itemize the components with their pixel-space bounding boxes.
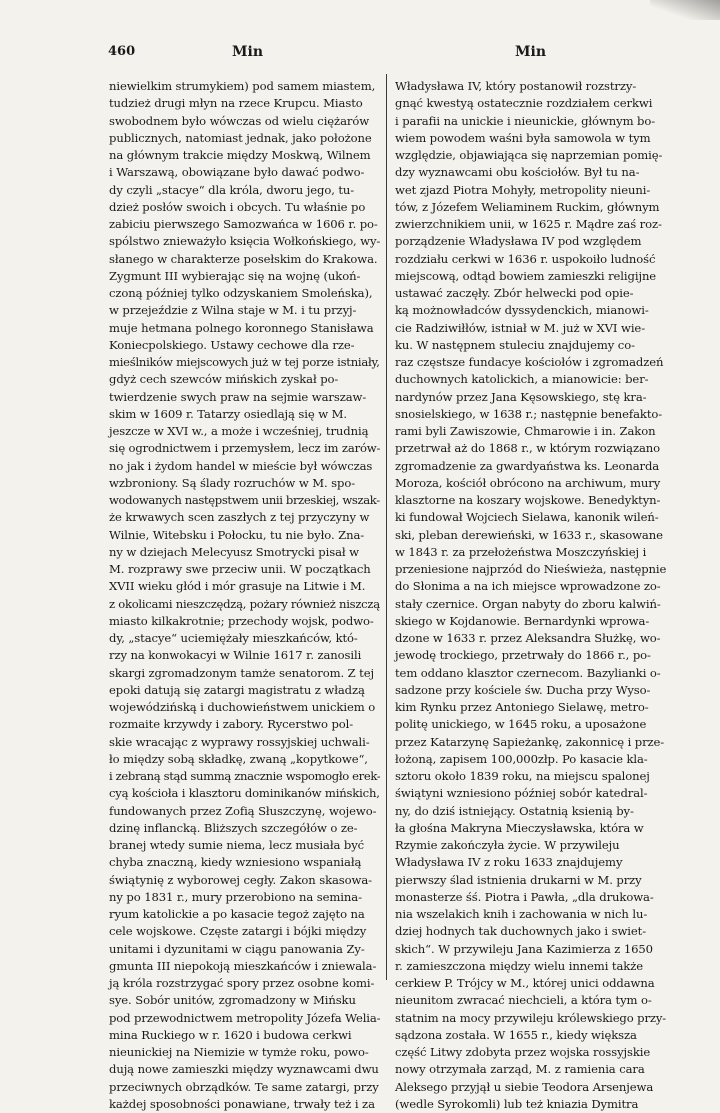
- text-line: w 1843 r. za przełożeństwa Moszczyńskiej i: [395, 544, 647, 559]
- text-line: chyba znaczną, kiedy wzniesiono wspaniałą: [109, 855, 362, 870]
- text-line: miejscową, odtąd bowiem zamieszki religijne: [395, 268, 657, 283]
- text-line: snosielskiego, w 1638 r.; następnie benefakto-: [395, 406, 663, 421]
- text-line: tem oddano klasztor czernecom. Bazylianki o-: [395, 665, 661, 680]
- text-line: mieślników miejscowych już w tej porze istniały,: [109, 355, 380, 369]
- text-line: monasterze śś. Piotra i Pawła, „dla drukowa-: [395, 889, 654, 904]
- text-line: zabiciu pierwszego Samozwańca w 1606 r. po-: [109, 217, 378, 231]
- text-line: rami byli Zawiszowie, Chmarowie i in. Zakon: [395, 424, 656, 438]
- text-line: sztoru około 1839 roku, na miejscu spalonej: [395, 769, 650, 783]
- text-line: dzone w 1633 r. przez Aleksandra Służkę, wo-: [395, 631, 661, 645]
- text-line: skich“. W przywileju Jana Kazimierza z 1650: [395, 941, 653, 956]
- text-line: wet zjazd Piotra Mohyły, metropolity nieuni-: [395, 182, 651, 197]
- text-line: się ogrodnictwem i przemysłem, lecz im zarów-: [109, 441, 381, 456]
- text-line: nowy otrzymała zarząd, M. z ramienia cara: [395, 1062, 645, 1077]
- text-line: przeciwnych obrządków. Te same zatargi, przy: [109, 1079, 379, 1094]
- text-line: publicznych, natomiast jednak, jako położone: [109, 130, 372, 145]
- text-line: ku. W następnem stuleciu znajdujemy co-: [395, 337, 635, 352]
- text-line: przetrwał aż do 1868 r., w którym rozwiązano: [395, 441, 661, 456]
- text-line: dzinę inflancką. Bliższych szczegółów o ze-: [109, 820, 358, 835]
- text-line: XVII wieku głód i mór grasuje na Litwie i M.: [109, 579, 366, 594]
- text-line: czoną później tylko odzyskaniem Smoleńska),: [109, 286, 373, 300]
- text-line: ją króla rozstrzygać spory przez osobne komi-: [109, 976, 375, 990]
- text-line: swobodnem było wówczas od wielu ciężarów: [109, 113, 370, 128]
- text-line: świątynię z wyborowej cegły. Zakon skasowa-: [109, 872, 372, 887]
- text-line: ła głośna Makryna Mieczysławska, która w: [395, 820, 644, 835]
- text-line: Rzymie zakończyła życie. W przywileju: [395, 838, 620, 852]
- text-line: dzież posłów swoich i obcych. Tu właśnie po: [109, 199, 366, 214]
- text-line: dują nowe zamieszki między wyznawcami dwu: [109, 1062, 379, 1077]
- text-line: dzy wyznawcami obu kościołów. Był tu na-: [395, 165, 640, 180]
- text-line: kim Rynku przez Antoniego Sielawę, metro-: [395, 700, 649, 714]
- text-line: rozdziału cerkwi w 1636 r. uspokoiło ludność: [395, 251, 656, 266]
- text-line: względzie, objawiająca się naprzemian pomię-: [395, 148, 663, 162]
- running-head-left: Min: [232, 44, 263, 60]
- text-line: ką możnowładców dyssydenckich, mianowi-: [395, 303, 649, 318]
- text-line: ski, pleban derewieński, w 1633 r., skasowane: [395, 527, 663, 542]
- text-line: z okolicami nieszczędzą, pożary również niszczą: [109, 596, 380, 611]
- text-line: sye. Sobór unitów, zgromadzony w Mińsku: [109, 993, 356, 1008]
- text-line: w przejeździe z Wilna staje w M. i tu przyj-: [109, 303, 357, 318]
- text-line: gdyż cech szewców mińskich zyskał po-: [109, 372, 339, 387]
- text-line: ustawać zaczęły. Zbór helwecki pod opie-: [395, 286, 634, 300]
- text-line: skie wracając z wyprawy rossyjskiej uchwali-: [109, 734, 370, 749]
- text-line: twierdzenie swych praw na sejmie warszaw-: [109, 389, 367, 404]
- text-line: słanego w charakterze posełskim do Krakowa.: [109, 251, 378, 266]
- text-line: skiego w Kojdanowie. Bernardynki wprowa-: [395, 613, 650, 628]
- text-line: mina Ruckiego w r. 1620 i budowa cerkwi: [109, 1027, 352, 1042]
- text-line: wzbroniony. Są ślady rozruchów w M. spo-: [109, 475, 356, 490]
- text-line: do Słonima a na ich miejsce wprowadzone zo-: [395, 579, 661, 594]
- text-line: dziej hodnych tak duchownych jako i swiet-: [395, 924, 647, 939]
- text-line: i zebraną stąd summą znacznie wspomogło erek-: [109, 769, 381, 783]
- text-line: (wedle Syrokomli) lub też kniazia Dymitra: [395, 1096, 639, 1111]
- text-line: i parafii na unickie i nieunickie, głównym bo-: [395, 113, 656, 128]
- text-line: ny w dziejach Melecyusz Smotrycki pisał w: [109, 544, 359, 559]
- text-line: łożoną, zapisem 100,000złp. Po kasacie kla-: [395, 751, 648, 766]
- text-line: nieunitom zwracać niechcieli, a która tym o-: [395, 993, 652, 1008]
- running-head-right: Min: [515, 44, 546, 60]
- text-line: zwierzchnikiem unii, w 1625 r. Mądre zaś roz-: [395, 217, 662, 231]
- text-line: na głównym trakcie między Moskwą, Wilnem: [109, 148, 371, 162]
- text-line: fundowanych przez Zofią Słuszczynę, wojewo-: [109, 803, 377, 818]
- text-line: rozmaite krzywdy i zabory. Rycerstwo pol-: [109, 717, 354, 732]
- text-line: nardynów przez Jana Kęsowskiego, stę kra-: [395, 389, 647, 404]
- text-line: r. zamieszczona między wielu innemi także: [395, 958, 643, 973]
- text-line: politę unickiego, w 1645 roku, a uposażone: [395, 717, 647, 732]
- text-line: jewodę trockiego, przetrwały do 1866 r., po-: [395, 648, 651, 663]
- text-line: że krwawych scen zaszłych z tej przyczyny w: [109, 510, 370, 525]
- text-line: zgromadzenie za gwardyaństwa ks. Leonarda: [395, 458, 660, 473]
- text-line: część Litwy zdobyta przez wojska rossyjskie: [395, 1045, 651, 1059]
- scan-corner-shadow: [650, 0, 720, 20]
- text-line: pod przewodnictwem metropolity Józefa Welia-: [109, 1010, 381, 1025]
- text-line: stały czernice. Organ nabyty do zboru kalwiń-: [395, 596, 661, 611]
- left-text-column: [109, 78, 380, 1113]
- text-line: ny, do dziś istniejący. Ostatnią ksienią by-: [395, 803, 634, 818]
- text-line: przeniesione najprzód do Nieświeża, następnie: [395, 562, 667, 576]
- page-number: 460: [108, 44, 136, 59]
- text-line: Władysława IV, który postanowił rozstrzy-: [395, 79, 637, 93]
- text-line: branej wtedy sumie niema, lecz musiała być: [109, 838, 365, 852]
- text-line: no jak i żydom handel w mieście był wówczas: [109, 458, 373, 473]
- text-line: porządzenie Władysława IV pod względem: [395, 234, 642, 249]
- text-line: cyą kościoła i klasztoru dominikanów mińskich,: [109, 786, 380, 801]
- text-line: spólstwo znieważyło księcia Wołkońskiego, wy-: [109, 234, 381, 249]
- text-line: klasztorne na koszary wojskowe. Benedyktyn-: [395, 493, 661, 507]
- text-line: Zygmunt III wybierając się na wojnę (ukoń-: [109, 268, 361, 283]
- text-line: Moroza, kościół obrócono na archiwum, mury: [395, 475, 661, 490]
- text-line: świątyni wzniesiono później sobór katedral-: [395, 786, 648, 801]
- column-divider: [386, 74, 387, 980]
- text-line: ki fundował Wojciech Sielawa, kanonik wileń-: [395, 510, 659, 525]
- text-line: sadzone przy kościele św. Ducha przy Wyso-: [395, 682, 651, 697]
- text-line: jeszcze w XVI w., a może i wcześniej, trudnią: [109, 424, 369, 438]
- text-line: ryum katolickie a po kasacie tegoż zajęto na: [109, 907, 365, 921]
- text-line: Koniecpolskiego. Ustawy cechowe dla rze-: [109, 337, 355, 352]
- text-line: cele wojskowe. Częste zatargi i bójki między: [109, 924, 367, 939]
- text-line: dy, „stacye“ uciemiężały mieszkańców, któ-: [109, 631, 358, 645]
- text-line: dy czyli „stacye“ dla króla, dworu jego, tu-: [109, 182, 355, 197]
- text-line: niewielkim strumykiem) pod samem miastem,: [109, 79, 376, 93]
- text-line: duchownych katolickich, a mianowicie: ber-: [395, 372, 649, 387]
- text-line: skargi zgromadzonym tamże senatorom. Z tej: [109, 665, 374, 680]
- text-line: przez Katarzynę Sapieżankę, zakonnicę i prze-: [395, 734, 665, 749]
- text-line: statnim na mocy przywileju królewskiego przy-: [395, 1010, 667, 1025]
- text-line: raz częstsze fundacye kościołów i zgromadzeń: [395, 355, 664, 369]
- text-line: ło między sobą składkę, zwaną „kopytkowe“,: [109, 751, 368, 766]
- text-line: gmunta III niepokoją mieszkańców i zniewala-: [109, 958, 377, 973]
- text-line: Władysława IV z roku 1633 znajdujemy: [395, 855, 623, 870]
- text-line: rzy na konwokacyi w Wilnie 1617 r. zanosili: [109, 648, 362, 663]
- text-line: sądzona została. W 1655 r., kiedy większa: [395, 1027, 637, 1042]
- text-line: epoki datują się zatargi magistratu z władzą: [109, 682, 365, 697]
- right-text-column: [395, 78, 666, 1113]
- text-line: Wilnie, Witebsku i Połocku, tu nie było. Zna-: [109, 527, 365, 542]
- text-line: cie Radziwiłłów, istniał w M. już w XVI wie-: [395, 320, 646, 335]
- text-line: wiem powodem waśni była samowola w tym: [395, 130, 651, 145]
- text-line: pierwszy ślad istnienia drukarni w M. przy: [395, 872, 642, 887]
- text-line: ny po 1831 r., mury przerobiono na semina-: [109, 889, 362, 904]
- text-line: gnąć kwestyą ostatecznie rozdziałem cerkwi: [395, 96, 653, 111]
- text-line: miasto kilkakrotnie; przechody wojsk, podwo-: [109, 613, 374, 628]
- text-line: wodowanych następstwem unii brzeskiej, wszak-: [109, 493, 380, 507]
- text-line: tudzież drugi młyn na rzece Krupcu. Miasto: [109, 96, 363, 111]
- text-line: cerkiew P. Trójcy w M., której unici oddawna: [395, 976, 655, 990]
- text-line: nieunickiej na Niemizie w tymże roku, powo-: [109, 1045, 369, 1059]
- page-header: [108, 44, 668, 64]
- text-line: tów, z Józefem Weliaminem Ruckim, głównym: [395, 199, 660, 214]
- text-line: nia wszelakich knih i zachowania w nich lu-: [395, 907, 648, 921]
- text-line: muje hetmana polnego koronnego Stanisława: [109, 320, 374, 335]
- text-line: unitami i dyzunitami w ciągu panowania Zy-: [109, 941, 365, 956]
- text-line: i Warszawą, obowiązane było dawać podwo-: [109, 165, 365, 180]
- text-line: skim w 1609 r. Tatarzy osiedlają się w M.: [109, 406, 348, 421]
- text-line: Aleksego przyjął u siebie Teodora Arsenjewa: [395, 1079, 654, 1094]
- text-line: wojewódzińską i duchowieństwem unickiem o: [109, 700, 376, 714]
- text-line: M. rozprawy swe przeciw unii. W początkach: [109, 562, 371, 576]
- text-line: każdej sposobności ponawiane, trwały też i za: [109, 1096, 375, 1111]
